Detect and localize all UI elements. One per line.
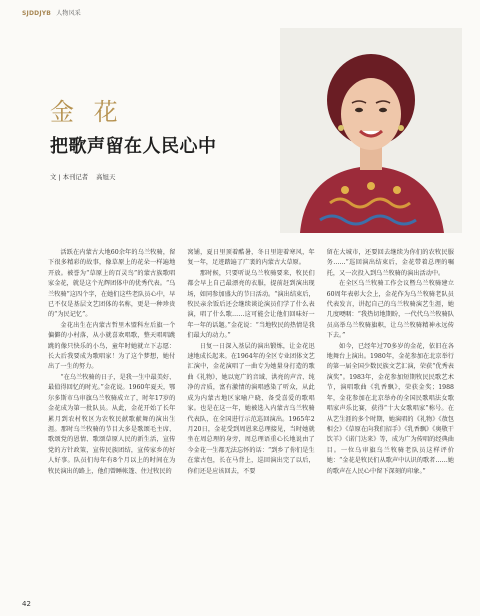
paragraph: “在乌兰牧骑的日子，是我一生中最美好、最值得回忆的时光。”金花说。1960年夏天，鄂尔多斯市乌审旗乌兰牧骑成立了，时年17岁的金花成为第一批队员。从此，金花开始了长年累月到农村牧区为农牧民献歌献舞的演出生涯。那时乌兰牧骑的节目大多是歌颂毛主席、歌颂党的恩情、歌颂草原人民的新生活，宣传党的方针政策，宣传民族团结，宣传家乡的好人好事。队员们每年有8个月以上的时间在为牧民演出的路上，他们曾睡帐篷、住过牧民的 bbox=[48, 373, 176, 475]
subject-name: 金 花 bbox=[50, 98, 124, 126]
magazine-code: SJDDJYB bbox=[22, 10, 52, 17]
author-name: 高旭天 bbox=[96, 173, 116, 181]
column-2 bbox=[187, 248, 314, 598]
column-3 bbox=[327, 248, 454, 598]
column-1 bbox=[48, 248, 175, 598]
page-number: 42 bbox=[22, 600, 31, 608]
running-header bbox=[22, 8, 81, 17]
paragraph: 留在大城市，还要回去继续为你们的农牧民服务……”巡回演出结束后，金花带着总理的嘱托，又一次投入到乌兰牧骑的演出活动中。 bbox=[326, 249, 454, 277]
article-title: 把歌声留在人民心中 bbox=[50, 136, 217, 157]
article-body bbox=[48, 248, 454, 598]
byline bbox=[50, 172, 123, 181]
byline-prefix: 文 | 本刊记者 bbox=[50, 173, 89, 181]
paragraph: 窝铺，夏日里顶着酷暑，冬日里迎着寒风，年复一年，足迹踏遍了广袤的内蒙古大草原。 bbox=[187, 249, 315, 267]
section-name: 人物风采 bbox=[56, 10, 81, 17]
paragraph: 在全区乌兰牧骑工作会议暨乌兰牧骑建立60周年表彰大会上，金花作为乌兰牧骑老队员代表发言，讲起自己的乌兰牧骑演艺生涯，她几度哽咽：“我热切地期盼，一代代乌兰牧骑队员高举乌兰牧骑旗帜，让乌兰牧骑精神永远传下去。” bbox=[326, 280, 454, 340]
paragraph: 日复一日深入基层的演出锻炼，让金花迅速地成长起来。在1964年的全区专业团体文艺汇演中，金花演唱了一曲专为她量身打造的歌曲《礼物》，她以宽广的音域、洪亮的声音、纯净的音质，富有激情的演唱感染了听众，从此成为内蒙古地区家喻户晓、备受喜爱的歌唱家。也是在这一年，她被选入内蒙古乌兰牧骑代表队，在全国进行示范巡回演出。1965年2月20日，金花受到周恩来总理接见，当时她就坐在周总理的身旁，周总理语重心长地说由了今金花一生都无法忘怀的话：“到乡了你们是生在蒙古包，长在马背上，巡回演出完了以后，你们还是应该回去，不要 bbox=[187, 342, 315, 475]
paragraph: 活跃在内蒙古大地60余年的乌兰牧骑，留下很多精彩的故事，像草原上的花朵一样遍地开放。被誉为“草原上的百灵鸟”的蒙古族歌唱家金花，就是这个光辉团体中的优秀代表。“乌兰牧骑”这四个字，在她们这些老队员心中，早已不仅是基层文艺团体的名称，更是一种珍贵的“为民记忆”。 bbox=[48, 249, 176, 319]
paragraph: 如今，已经年过70多岁的金花，依旧在各地舞台上演出。1980年，金花参加在北京举行的第一届全国少数民族文艺汇演，荣获“优秀表演奖”。1983年，金花参加短期牧民民歌艺术节，演唱歌曲《乳香飘》，荣获金奖；1988年，金花参加在北京举办的全国民歌唱法女歌唱家声乐比赛，获得“十大女歌唱家”称号。在从艺生涯的多个时期，她演唱的《礼物》《敖包相会》《草原在向我们招手》《乳香飘》《奥敬干饮羊》《诺门达来》等，成为广为传唱的经典曲目。一位乌审旗乌兰牧骑老队员这样评价她：“金花是牧民们从歌声中认识的歌者……她的歌声在人民心中留下深刻的印象。” bbox=[326, 342, 454, 475]
paragraph: 金花出生在内蒙古哲里木盟科左后旗一个偏僻的小村落，从小就喜欢唱歌，整天唱唱跳跳的像只快乐的小鸟，童年时她就立下志愿：长大后我要成为歌唱家！为了这个梦想，她付出了一生的努力。 bbox=[48, 321, 176, 371]
portrait-illustration bbox=[280, 28, 462, 233]
portrait-photo bbox=[280, 28, 462, 233]
paragraph: 那时候，只要听说乌兰牧骑要来，牧民们都会早上自己最漂亮的衣服，提前赶到演出现场，如同参加盛大的节日活动。“演出结束后，牧民亲余饭后还会继续谈论演员们学了什么表演，唱了什么歌……这可能会让他们回味好一年一年的话题。”金花说：“当地牧民的热情是我们最大的动力。” bbox=[187, 269, 315, 340]
